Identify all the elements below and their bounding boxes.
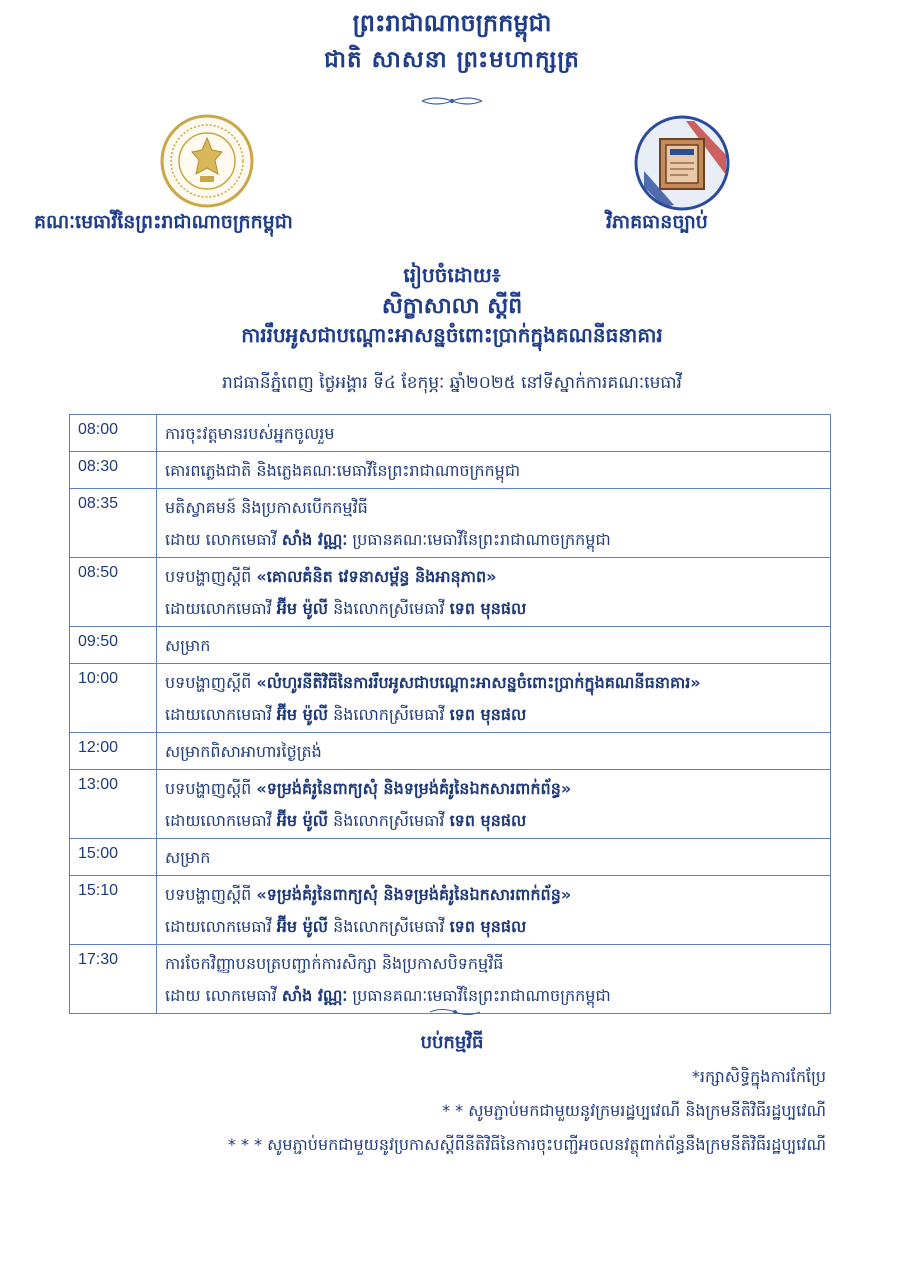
ornament-divider-icon [420,94,484,108]
ornament-divider-icon [428,1006,482,1018]
table-row [70,452,831,489]
table-row [70,664,831,733]
speaker-name: អ៊ីម ម៉ូលី [276,917,329,936]
footnote: * * សូមភ្ជាប់មកជាមួយនូវក្រមរដ្ឋប្បវេណី និងក្រមនីតិវិធីរដ្ឋប្បវេណី [442,1101,826,1120]
time-cell: 15:10 [70,876,157,945]
activity-cell: សម្រាក [157,627,831,664]
table-row [70,415,831,452]
activity-cell: ការចែកវិញ្ញាបនបត្របញ្ជាក់ការសិក្សា និងប្រកាសបិទកម្មវិធី ដោយ លោកមេធាវី សាំង វណ្ណៈ ប្រធានគណៈមេធាវីនៃព្រះរាជាណាចក្រកម្ពុជា [157,945,831,1014]
table-row [70,945,831,1014]
time-cell: 15:00 [70,839,157,876]
time-cell: 08:30 [70,452,157,489]
kingdom-title: ព្រះរាជាណាចក្រកម្ពុជា [352,9,552,37]
time-cell: 10:00 [70,664,157,733]
speaker-name: អ៊ីម ម៉ូលី [276,705,329,724]
activity-cell: ការចុះវត្តមានរបស់អ្នកចូលរួម [157,415,831,452]
time-cell: 09:50 [70,627,157,664]
activity-cell: បទបង្ហាញស្តីពី «ទម្រង់គំរូនៃពាក្យសុំ និងទម្រង់គំរូនៃឯកសារពាក់ព័ន្ធ» ដោយលោកមេធាវី អ៊ីម ម៉ូលី និងលោកស្រីមេធាវី ទេព មុនផល [157,876,831,945]
schedule-table [69,414,831,1014]
nation-motto: ជាតិ សាសនា ព្រះមហាក្សត្រ [324,47,580,73]
activity-cell: សម្រាកពិសាអាហារថ្ងៃត្រង់ [157,733,831,770]
time-cell: 13:00 [70,770,157,839]
presentation-title: «គោលគំនិត វេទនាសម្ព័ន្ធ និងអានុភាព» [256,567,497,586]
activity-cell: បទបង្ហាញស្តីពី «លំហូរនីតិវិធីនៃការរឹបអូសជាបណ្តោះអាសន្នចំពោះប្រាក់ក្នុងគណនីធនាគារ» ដោយលោកមេធាវី អ៊ីម ម៉ូលី និងលោកស្រីមេធាវី ទេព មុនផល [157,664,831,733]
speaker-name: សាំង វណ្ណៈ [281,986,348,1005]
time-cell: 08:00 [70,415,157,452]
program-end-label: បប់កម្មវិធី [420,1032,484,1053]
speaker-name: អ៊ីម ម៉ូលី [276,811,329,830]
table-row [70,627,831,664]
table-row [70,770,831,839]
bar-council-emblem-icon [160,114,254,208]
table-row [70,876,831,945]
time-cell: 17:30 [70,945,157,1014]
time-cell: 08:35 [70,489,157,558]
footnote: *រក្សាសិទ្ធិក្នុងការកែប្រែ [691,1067,826,1086]
time-cell: 08:50 [70,558,157,627]
speaker-name: ទេព មុនផល [449,811,527,830]
speaker-name: ទេព មុនផល [449,705,527,724]
speaker-name: ទេព មុនផល [449,599,527,618]
table-row [70,733,831,770]
activity-cell: បទបង្ហាញស្តីពី «គោលគំនិត វេទនាសម្ព័ន្ធ និងអានុភាព» ដោយលោកមេធាវី អ៊ីម ម៉ូលី និងលោកស្រីមេធាវី ទេព មុនផល [157,558,831,627]
presentation-title: «លំហូរនីតិវិធីនៃការរឹបអូសជាបណ្តោះអាសន្នចំពោះប្រាក់ក្នុងគណនីធនាគារ» [256,673,701,692]
partner-org-name: វិភាគធានច្បាប់ [606,211,708,233]
seminar-heading: សិក្ខាសាលា ស្តីពី [381,294,523,319]
activity-cell: បទបង្ហាញស្តីពី «ទម្រង់គំរូនៃពាក្យសុំ និងទម្រង់គំរូនៃឯកសារពាក់ព័ន្ធ» ដោយលោកមេធាវី អ៊ីម ម៉ូលី និងលោកស្រីមេធាវី ទេព មុនផល [157,770,831,839]
presentation-title: «ទម្រង់គំរូនៃពាក្យសុំ និងទម្រង់គំរូនៃឯកសារពាក់ព័ន្ធ» [256,779,572,798]
table-row [70,558,831,627]
date-location-line: រាជធានីភ្នំពេញ ថ្ងៃអង្គារ ទី៤ ខែកុម្ភៈ ឆ្នាំ២០២៥ នៅទីស្នាក់ការគណៈមេធាវី [222,373,682,393]
footnote: * * * សូមភ្ជាប់មកជាមួយនូវប្រកាសស្តីពីនីតិវិធីនៃការចុះបញ្ជីអចលនវត្ថុពាក់ព័ន្ធនឹងក្រមនីតិវិធីរដ្ឋប្បវេណី [227,1135,826,1154]
speaker-name: ទេព មុនផល [449,917,527,936]
speaker-name: អ៊ីម ម៉ូលី [276,599,329,618]
presentation-title: «ទម្រង់គំរូនៃពាក្យសុំ និងទម្រង់គំរូនៃឯកសារពាក់ព័ន្ធ» [256,885,572,904]
speaker-name: សាំង វណ្ណៈ [281,530,348,549]
table-row [70,839,831,876]
seminar-topic: ការរឹបអូសជាបណ្តោះអាសន្នចំពោះប្រាក់ក្នុងគណនីធនាគារ [241,323,663,347]
table-row [70,489,831,558]
organized-by-label: រៀបចំដោយ៖ [403,263,501,287]
activity-cell: សម្រាក [157,839,831,876]
time-cell: 12:00 [70,733,157,770]
activity-cell: គោរពភ្លេងជាតិ និងភ្លេងគណៈមេធាវីនៃព្រះរាជាណាចក្រកម្ពុជា [157,452,831,489]
bar-association-name: គណៈមេធាវីនៃព្រះរាជាណាចក្រកម្ពុជា [34,211,293,233]
activity-cell: មតិស្វាគមន៍ និងប្រកាសបើកកម្មវិធី ដោយ លោកមេធាវី សាំង វណ្ណៈ ប្រធានគណៈមេធាវីនៃព្រះរាជាណាចក្រកម្ពុជា [157,489,831,558]
law-document-box-icon [634,115,730,211]
